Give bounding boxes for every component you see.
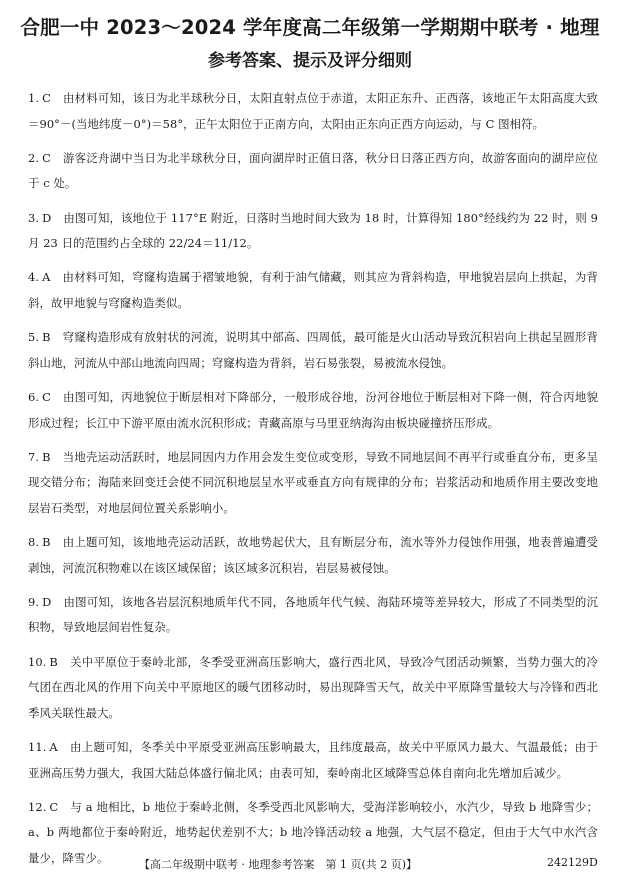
answer-key: B bbox=[42, 535, 51, 550]
answer-explanation: 由材料可知，该日为北半球秋分日，太阳直射点位于赤道，太阳正东升、正西落，该地正午太阳高度大致＝90°－(当地纬度－0°)＝58°，正午太阳位于正南方向，太阳由正东向正西方向运动，与 C 图相符。 bbox=[28, 91, 598, 131]
question-number: 3. bbox=[28, 210, 40, 225]
answer-key: C bbox=[49, 799, 59, 814]
answer-explanation: 关中平原位于秦岭北部，冬季受亚洲高压影响大，盛行西北风，导致冷气团活动频繁，当势力强大的冷气团在西北风的作用下向关中平原地区的暖气团移动时，易出现降雪天气，故关中平原降雪量较大与冷锋和西北季风关联性最大。 bbox=[28, 654, 598, 720]
answer-explanation: 穹窿构造形成有放射状的河流，说明其中部高、四周低，最可能是火山活动导致沉积岩向上拱起呈圆形背斜山地，河流从中部山地流向四周；穹窿构造为背斜，岩石易张裂，易被流水侵蚀。 bbox=[28, 330, 598, 370]
answer-item bbox=[28, 385, 598, 436]
answer-key: B bbox=[42, 330, 51, 345]
question-number: 8. bbox=[28, 535, 40, 550]
answer-key: B bbox=[49, 654, 58, 669]
answer-explanation: 由图可知，该地各岩层沉积地质年代不同，各地质年代气候、海陆环境等差异较大，形成了不同类型的沉积物，导致地层间岩性复杂。 bbox=[28, 594, 598, 635]
answer-key: C bbox=[42, 91, 51, 105]
answer-explanation: 由材料可知，穹窿构造属于褶皱地貌，有利于油气储藏，则其应为背斜构造，甲地貌岩层向上拱起，为背斜，故甲地貌与穹窿构造类似。 bbox=[28, 270, 598, 310]
footer-page-info: 【高二年级期中联考 · 地理参考答案 第 1 页(共 2 页)】 bbox=[139, 858, 418, 871]
question-number: 5. bbox=[28, 330, 40, 345]
question-number: 2. bbox=[28, 150, 40, 165]
answer-item bbox=[28, 445, 598, 522]
question-number: 9. bbox=[28, 594, 40, 609]
question-number: 11. bbox=[28, 740, 47, 754]
answer-key: A bbox=[42, 270, 51, 285]
answer-explanation: 由图可知，丙地貌位于断层相对下降部分，一般形成谷地，汾河谷地位于断层相对下降一侧，符合丙地貌形成过程；长江中下游平原由流水沉积形成；青藏高原与马里亚纳海沟由板块碰撞挤压形成。 bbox=[28, 389, 598, 430]
answer-key: D bbox=[42, 594, 52, 609]
question-number: 4. bbox=[28, 270, 40, 285]
question-number: 6. bbox=[28, 389, 40, 404]
answer-explanation: 游客泛舟湖中当日为北半球秋分日，面向湖岸时正值日落，秋分日日落正西方向，故游客面向的湖岸应位于 c 处。 bbox=[28, 150, 598, 191]
answer-item bbox=[28, 650, 598, 727]
question-number: 12. bbox=[28, 799, 47, 814]
answer-key: D bbox=[42, 210, 52, 225]
answer-key: A bbox=[49, 740, 58, 754]
answer-item bbox=[28, 590, 598, 641]
question-number: 10. bbox=[28, 654, 47, 669]
answer-key: B bbox=[42, 449, 51, 464]
answer-item bbox=[28, 146, 598, 197]
answer-explanation: 由上题可知，该地地壳运动活跃，故地势起伏大，且有断层分布，流水等外力侵蚀作用强，地表普遍遭受剥蚀，河流沉积物难以在该区域保留；该区域多沉积岩，岩层易被侵蚀。 bbox=[28, 535, 598, 575]
answer-item bbox=[28, 735, 598, 786]
answer-explanation: 与 a 地相比，b 地位于秦岭北侧，冬季受西北风影响大，受海洋影响较小，水汽少，导致 b 地降雪少；a、b 两地都位于秦岭附近，地势起伏差别不大；b 地冷锋活动较 a 地强，大气层不稳定，但由于大气中水汽含量少，降雪少。 bbox=[28, 799, 598, 865]
answer-explanation: 由上题可知，冬季关中平原受亚洲高压影响最大，且纬度最高，故关中平原风力最大、气温最低；由于亚洲高压势力强大，我国大陆总体盛行偏北风；由表可知，秦岭南北区域降雪总体自南向北先增加后减少。 bbox=[28, 740, 598, 780]
answer-key: C bbox=[42, 389, 51, 404]
page-title: 合肥一中 2023～2024 学年度高二年级第一学期期中联考 · 地理 bbox=[20, 16, 600, 39]
question-number: 1. bbox=[28, 91, 40, 105]
page-subtitle: 参考答案、提示及评分细则 bbox=[208, 51, 412, 71]
answer-explanation: 由图可知，该地位于 117°E 附近，日落时当地时间大致为 18 时，计算得知 180°经线约为 22 时，则 9 月 23 日的范围约占全球的 22/24＝11/12。 bbox=[28, 210, 598, 251]
answer-item bbox=[28, 325, 598, 376]
answer-explanation: 当地壳运动活跃时，地层同因内力作用会发生变位或变形，导致不同地层间不再平行或垂直分布，更多呈现交错分布；海陆来回变迁会使不同沉积地层呈水平或垂直方向有规律的分布；岩浆活动和地质作用主要改变地层岩石类型，对地层间位置关系影响小。 bbox=[28, 449, 598, 515]
answer-key: C bbox=[42, 150, 51, 165]
answer-list bbox=[28, 86, 598, 880]
footer-doc-code: 242129D bbox=[547, 856, 598, 869]
answer-item bbox=[28, 86, 598, 137]
answer-item bbox=[28, 530, 598, 581]
question-number: 7. bbox=[28, 449, 40, 464]
answer-item bbox=[28, 206, 598, 257]
answer-item bbox=[28, 265, 598, 316]
